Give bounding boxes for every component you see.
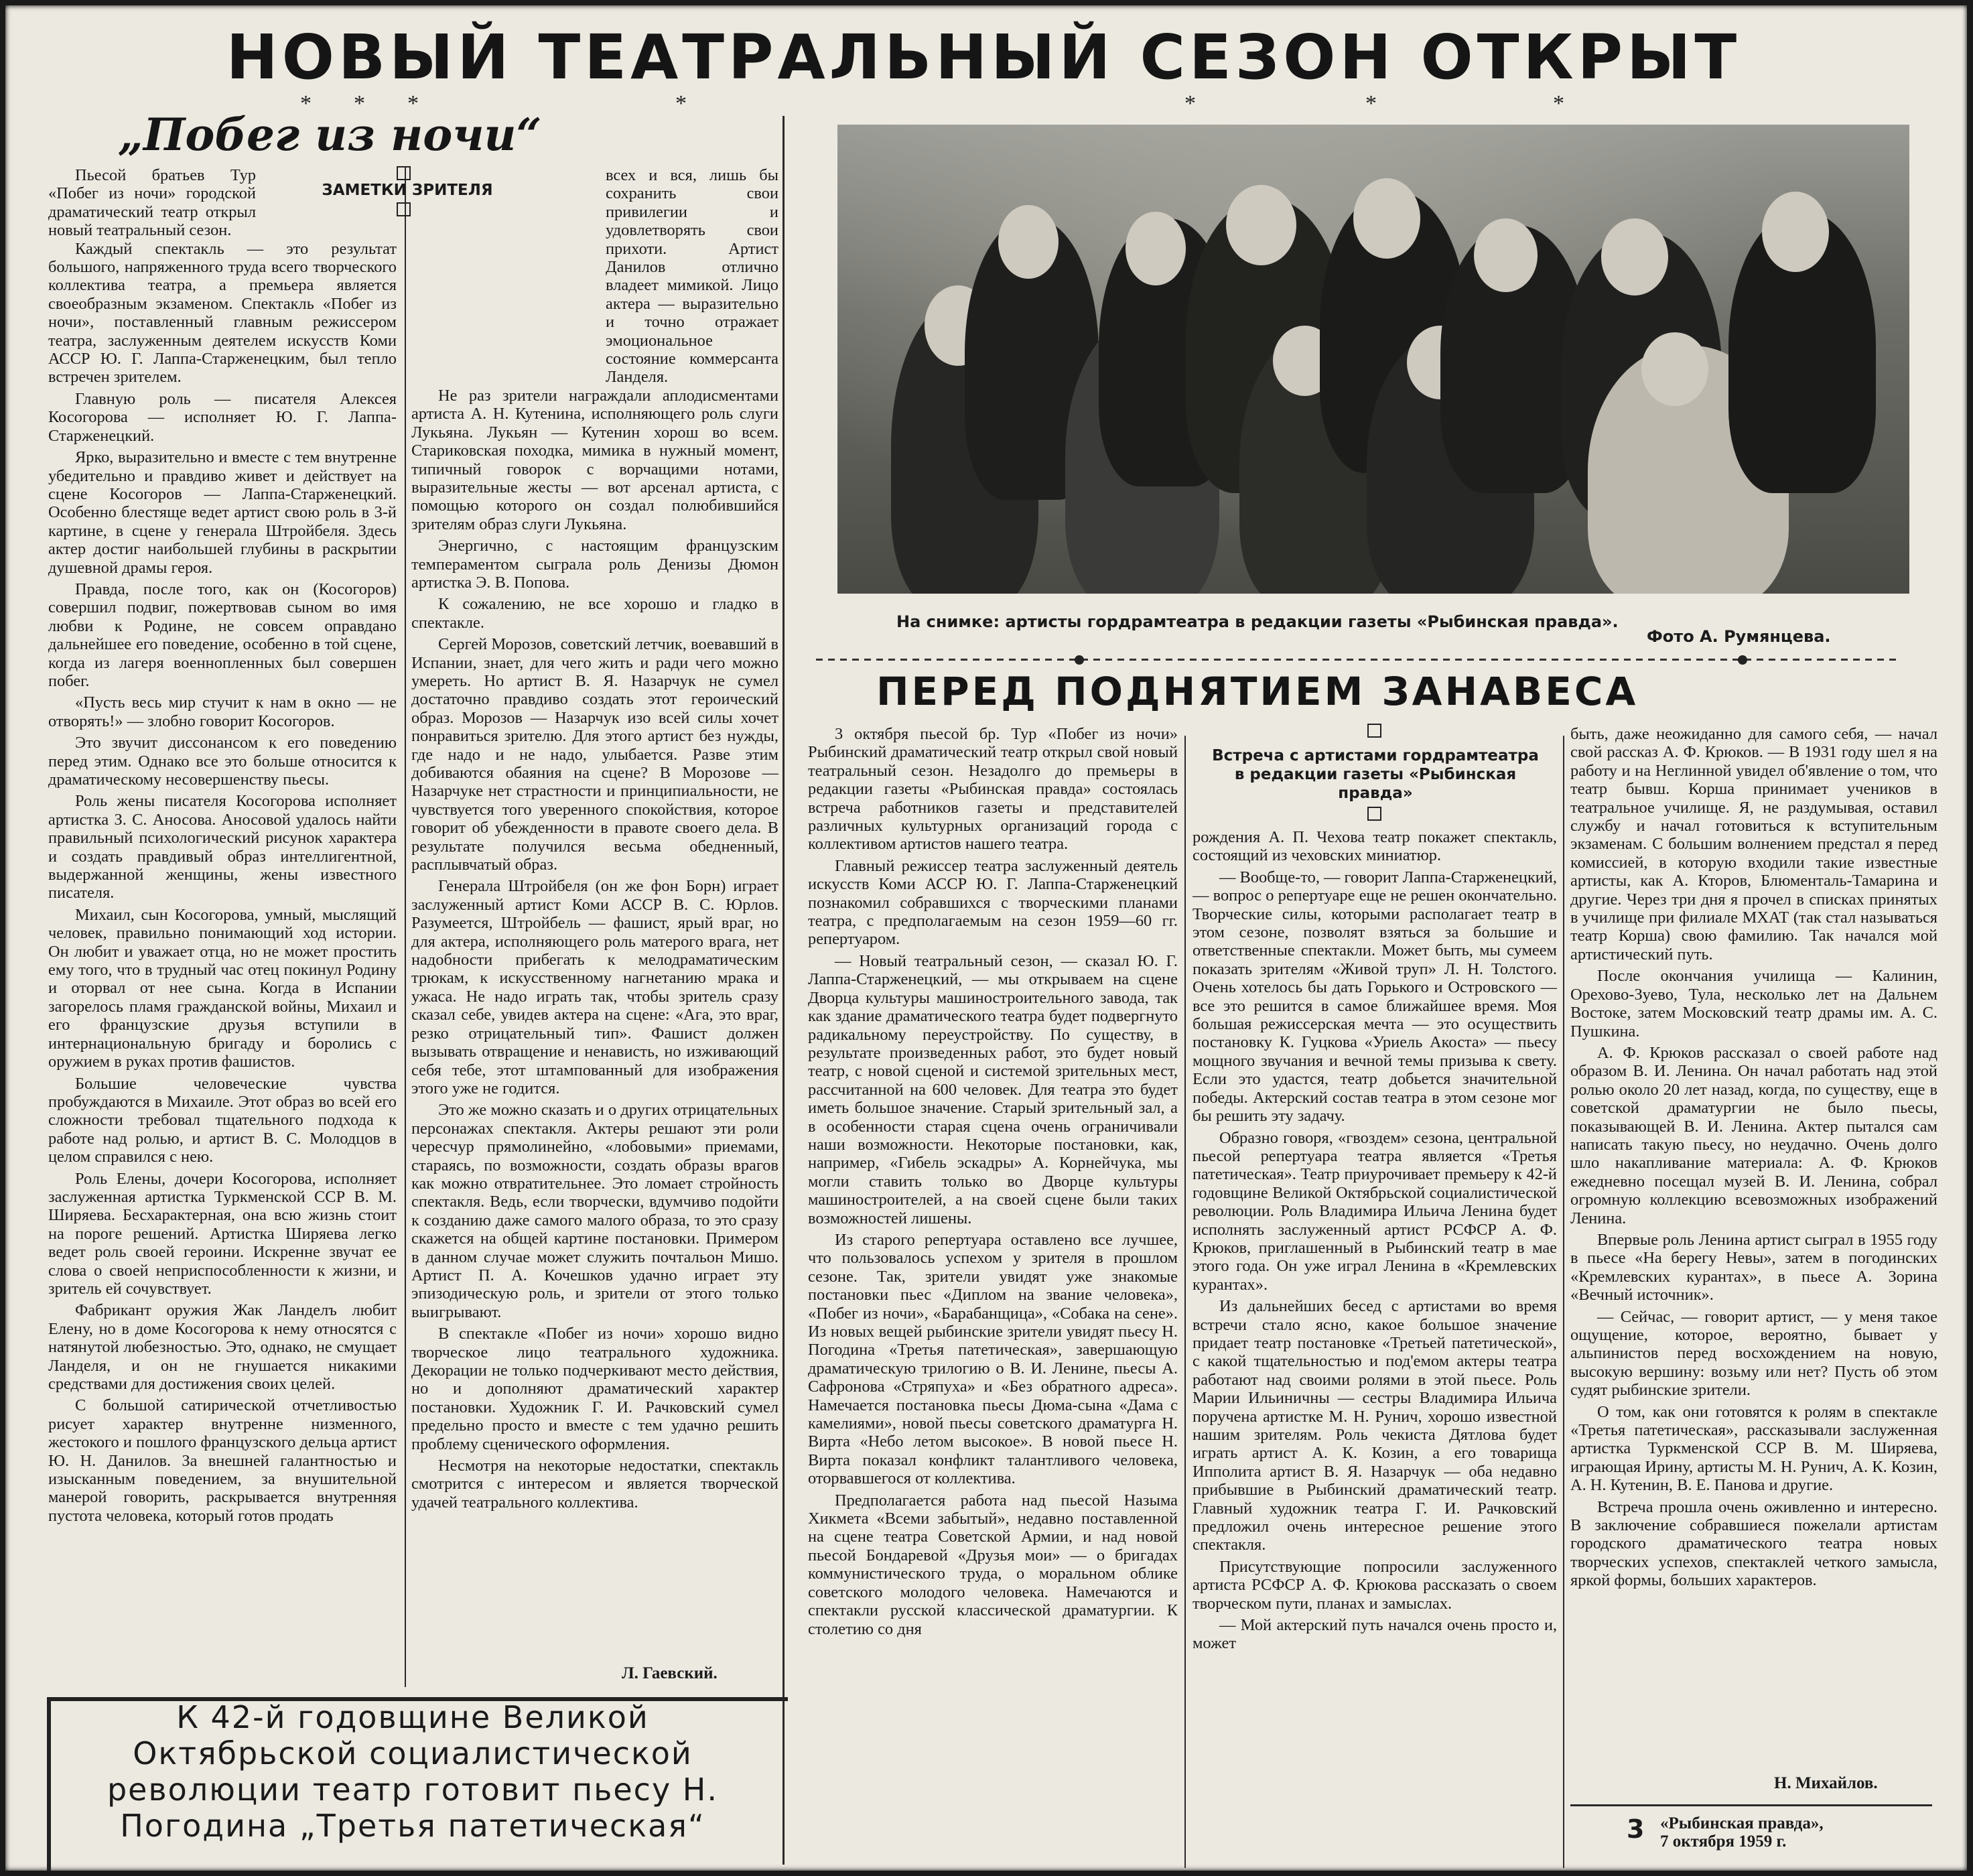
paragraph: Образно говоря, «гвоздем» сезона, центральной пьесой репертуара театра является «Третья патетическая». Театр приурочивает премьеру к 42-й годовщине Великой Октябрьской социалистической революции. Роль Владимира Ильича Ленина будет исполнять заслуженный артист РСФСР А. Ф. Крюков, приглашенный в Рыбинский театр в мае этого года. Он уже играл Ленина в «Кремлевских курантах». — [1193, 1128, 1557, 1294]
photo-face — [1126, 212, 1186, 285]
article1-title: „Побег из ночи“ — [118, 109, 542, 161]
photo-caption: На снимке: артисты гордрамтеатра в редакции газеты «Рыбинская правда». — [896, 612, 1619, 631]
article1-col1-lead — [48, 166, 256, 240]
photo-face — [1353, 178, 1420, 259]
paragraph: Михаил, сын Косогорова, умный, мыслящий человек, правильно понимающий ход истории. Он любит и уважает отца, но не может простить ему того, что в трудный час отец покинул Родину и оторвал от нее сына. Когда в Испании загорелось пламя гражданской войны, Михаил и его французские друзья вступили в интернациональную бригаду и боролись с оружием в руках против фашистов. — [48, 905, 397, 1071]
footer-rule — [1570, 1804, 1932, 1806]
announcement-text: К 42-й годовщине Великой Октябрьской социалистической революции театр готовит пьесу Н. Погодина „Третья патетическая“ — [107, 1699, 718, 1844]
article2-column-2 — [1193, 828, 1557, 1868]
paragraph: 3 октября пьесой бр. Тур «Побег из ночи» Рыбинский драматический театр открыл свой новый театральный сезон. Незадолго до премьеры в редакции газеты «Рыбинская правда» состоялась встреча работников газеты и представителей различных культурных организаций города с коллективом артистов нашего театра. — [808, 725, 1178, 854]
paragraph: Главную роль — писателя Алексея Косогорова — исполняет Ю. Г. Лаппа-Старженецкий. — [48, 389, 397, 445]
paragraph: Впервые роль Ленина артист сыграл в 1955 году в пьесе «На берегу Невы», затем в погодинских «Кремлевских курантах», в пьесе А. Зорина «Вечный источник». — [1570, 1230, 1937, 1304]
ornament-dot-icon — [1738, 655, 1747, 665]
page-number: 3 — [1627, 1814, 1645, 1844]
paragraph: О том, как они готовятся к ролям в спектакле «Третья патетическая», рассказывали заслуженная артистка Туркменской ССР В. М. Ширяева, играющая Ирину, артисты М. Н. Рунич, А. К. Козин, А. Н. Кутенин, В. Е. Панова и другие. — [1570, 1402, 1937, 1495]
article2-column-1 — [808, 725, 1178, 1868]
article1-rubric: ЗАМЕТКИ ЗРИТЕЛЯ — [322, 182, 493, 199]
paragraph: Это же можно сказать и о других отрицательных персонажах спектакля. Актеры решают эти роли чересчур прямолинейно, «лобовыми» приемами, стараясь, по возможности, создать образы врагов как можно отвратительнее. Это ломает стройность спектакля. Ведь, если творчески, вдумчиво подойти к созданию даже самого малого образа, то это сразу скажется на общей картине постановки. Примером в данном случае может служить почтальон Мишо. Артист П. А. Кочешков удачно играет эту эпизодическую роль, и зрители от этого только выигрывают. — [411, 1101, 778, 1321]
paragraph: После окончания училища — Калинин, Орехово-Зуево, Тула, несколько лет на Дальнем Востоке, затем Московский театр драмы им. А. С. Пушкина. — [1570, 967, 1937, 1041]
paragraph: Роль Елены, дочери Косогорова, исполняет заслуженная артистка Туркменской ССР В. М. Ширяева. Бесхарактерная, она всю жизнь стоит на пороге решений. Артистка Ширяева легко ведет роль своей героини. Искренне звучат ее слова о своей неприспособленности к жизни, и зритель ей сочувствует. — [48, 1169, 397, 1298]
star-icon: * — [675, 91, 687, 116]
paragraph: «Пусть весь мир стучит к нам в окно — не отворять!» — злобно говорит Косогоров. — [48, 693, 397, 730]
column-rule — [1184, 736, 1186, 1868]
star-icon: * — [354, 91, 365, 116]
paragraph: — Мой актерский путь начался очень просто и, может — [1193, 1616, 1557, 1653]
paragraph: Несмотря на некоторые недостатки, спектакль смотрится с интересом и является творческой удачей театрального коллектива. — [411, 1457, 778, 1512]
paragraph: Пьесой братьев Тур «Побег из ночи» городской драматический театр открыл новый театральный сезон. — [48, 166, 256, 240]
star-icon: * — [300, 91, 312, 116]
paragraph: Сергей Морозов, советский летчик, воевавший в Испании, знает, для чего жить и ради чего можно умереть. Но артист В. Я. Назарчук не сумел достаточно правдиво создать этот героический образ. Морозов — Назарчук изо всей силы хочет понравиться зрителю. Для этого артист без нужды, где надо и не надо, улыбается. Разве этим добиваются обаяния на сцене? В Морозове — Назарчуке нет страстности и принципиальности, не чувствуется того уверенного спокойствия, которое говорит об убежденности в правоте своего дела. В результате получился весьма обедненный, расплывчатый образ. — [411, 635, 778, 874]
photo-face — [1226, 185, 1296, 265]
issue-date: 7 октября 1959 г. — [1660, 1832, 1787, 1851]
paragraph: Энергично, с настоящим французским темпераментом сыграла роль Денизы Дюмон артистка Э. В. Попова. — [411, 537, 778, 592]
article2-signature: Н. Михайлов. — [1774, 1774, 1878, 1792]
paragraph: рождения А. П. Чехова театр покажет спектакль, состоящий из чеховских миниатюр. — [1193, 828, 1557, 865]
photo-face — [1474, 218, 1538, 292]
ornament-square-icon — [1367, 724, 1381, 738]
star-icon: * — [407, 91, 419, 116]
star-icon: * — [1365, 91, 1377, 116]
star-icon: * — [1553, 91, 1564, 116]
article2-column-3 — [1570, 725, 1937, 1767]
photo-face — [1641, 332, 1708, 406]
article1-column-1 — [48, 166, 397, 1687]
paragraph: быть, даже неожиданно для самого себя, — начал свой рассказ А. Ф. Крюков. — В 1931 году шел я на работу и на Неглинной увидел об'явление о том, что театр бывш. Корша принимает учеников в театральное училище. Я, не раздумывая, оставил службу и начал готовиться к вступительным экзаменам. С большим волнением предстал я перед комиссией, в которую входили такие известные артисты, как А. Кторов, Блюменталь-Тамарина и другие. Через три дня я прочел в списках принятых в училище при филиале МХАТ (так стал называться театр Корша) свою фамилию. Так начался мой артистический путь. — [1570, 725, 1937, 963]
article1-signature: Л. Гаевский. — [622, 1664, 718, 1682]
photo-credit: Фото А. Румянцева. — [1647, 627, 1831, 646]
paragraph: Фабрикант оружия Жак Ланделъ любит Елену, но в доме Косогорова к нему относятся с натянутой любезностью. Это, однако, не смущает Ланделя, и он не гнушается никакими средствами для достижения своих целей. — [48, 1301, 397, 1393]
group-photo — [837, 125, 1909, 594]
paragraph: — Новый театральный сезон, — сказал Ю. Г. Лаппа-Старженецкий, — мы открываем на сцене Дворца культуры машиностроительного завода, так как здание драматического театра будет подвергнуто радикальному переустройству. По существу, в результате произведенных работ, это будет новый театр, с новой сценой и системой зрительных мест, рассчитанной на 600 человек. Для театра это будет иметь большое значение. Старый зрительный зал, а в особенности старая сцена очень ограничивали наши возможности. Некоторые постановки, как, например, «Гибель эскадры» А. Корнейчука, мы могли ставить только во Дворце культуры машиностроителей, а на своей сцене были таких возможностей лишены. — [808, 951, 1178, 1227]
paragraph: Правда, после того, как он (Косогоров) совершил подвиг, пожертвовав сыном во имя любви к Родине, не совсем оправдано дальнейшее его поведение, особенно в той сцене, когда из лагеря военнопленных был совершен побег. — [48, 580, 397, 690]
star-icon: * — [1184, 91, 1196, 116]
article2-rubric: Встреча с артистами гордрамтеатра в редакции газеты «Рыбинская правда» — [1212, 747, 1539, 802]
ornament-square-icon — [397, 202, 411, 216]
paragraph: С большой сатирической отчетливостью рисует характер внутренне низменного, жестокого и пошлого французского дельца артист Ю. Н. Данилов. За внешней галантностью и изысканным поведением, за внушительной манерой говорить, раскрывается внутренняя пустота человека, который готов продать — [48, 1396, 397, 1525]
paragraph: — Вообще-то, — говорит Лаппа-Старженецкий, — вопрос о репертуаре еще не решен окончательно. Творческие силы, которыми располагает театр в этом сезоне, позволят взяться за большие и ответственные спектакли. Может быть, мы сумеем показать зрителям «Живой труп» Л. Н. Толстого. Очень хотелось бы дать Горького и Островского — все это решится в самое ближайшее время. Моя большая режиссерская мечта — это осуществить постановку К. Гуцкова «Уриель Акоста» — пьесу мощного звучания и вечной темы призыва к свету. Если это удастся, театр добьется значительной победы. Актерский состав театра в этом сезоне мог бы решить эту задачу. — [1193, 868, 1557, 1126]
ornament-square-icon — [1367, 807, 1381, 821]
paragraph: Генерала Штройбеля (он же фон Борн) играет заслуженный артист Коми АССР В. С. Юрлов. Разумеется, Штройбель — фашист, ярый враг, но для актера, исполняющего роль матерого врага, нет надобности прибегать к мелодраматическим трюкам, к искусственному нагнетанию мрака и ужаса. Не надо играть так, чтобы зритель сразу сказал себе, увидев актера на сцене: «Ага, это враг, резко отрицательный тип». Фашист должен вызывать отвращение и ненависть, но изживающий себя тебе, этот штампованный для изображения этого уже не годится. — [411, 877, 778, 1097]
publication-info — [1660, 1814, 1824, 1851]
paragraph: Ярко, выразительно и вместе с тем внутренне убедительно и правдиво живет и действует на сцене Косогоров — Лаппа-Старженецкий. Особенно блестяще ведет артист свою роль в 3-й картине, в сцене у генерала Штройбеля. Здесь актер достиг наибольшей глубины в раскрытии душевной драмы героя. — [48, 448, 397, 577]
column-rule — [405, 166, 406, 1687]
paragraph: Предполагается работа над пьесой Назыма Хикмета «Всеми забытый», недавно поставленной на сцене театра Советской Армии, и над новой пьесой Бондаревой «Друзья мои» — о бригадах коммунистического труда, о моральном облике советского молодого человека. Намечаются и спектакли русской классической драматургии. К столетию со дня — [808, 1491, 1178, 1638]
article1-column-2 — [411, 166, 778, 1674]
ornament-dot-icon — [1075, 655, 1084, 665]
paragraph: А. Ф. Крюков рассказал о своей работе над образом В. И. Ленина. Он начал работать над этой ролью около 20 лет назад, когда, по существу, еще в советской драматургии не было пьесы, показывающей В. И. Ленина. Актер пытался сам написать такую пьесу, но неудачно. Очень долго шло накапливание материала: А. Ф. Крюков ежедневно посещал музей В. И. Ленина, собрал огромную коллекцию всевозможных изображений Ленина. — [1570, 1043, 1937, 1227]
paragraph: Присутствующие попросили заслуженного артиста РСФСР А. Ф. Крюкова рассказать о своем творческом пути, планах и замыслах. — [1193, 1557, 1557, 1613]
paragraph: В спектакле «Побег из ночи» хорошо видно творческое лицо театрального художника. Декорации не только подчеркивают место действия, но и дополняют драматический характер постановки. Художник Г. И. Рачковский сумел предельно просто и вместе с тем удачно решить проблему сценического оформления. — [411, 1325, 778, 1453]
photo-face — [998, 205, 1059, 279]
paragraph: Главный режиссер театра заслуженный деятель искусств Коми АССР Ю. Г. Лаппа-Старженецкий познакомил собравшихся с творческими планами театра, с предполагаемым на сезон 1959—60 гг. репертуаром. — [808, 856, 1178, 949]
paragraph: Встреча прошла очень оживленно и интересно. В заключение собравшиеся пожелали артистам городского драматического театра новых творческих успехов, спектаклей четкого замысла, яркой формы, больших характеров. — [1570, 1497, 1937, 1590]
ornament-square-icon — [397, 166, 411, 180]
column-rule — [1563, 736, 1564, 1868]
article2-title: ПЕРЕД ПОДНЯТИЕМ ЗАНАВЕСА — [876, 669, 1639, 714]
paragraph: — Сейчас, — говорит артист, — у меня такое ощущение, которое, вероятно, бывает у альпинистов перед восхождением на новую, высокую вершину: возьму или нет? Пусть об этом судят рыбинские зрители. — [1570, 1307, 1937, 1400]
paragraph: Большие человеческие чувства пробуждаются в Михаиле. Этот образ во всей его сложности требовал тщательного подхода к работе над ролью, и артист В. С. Молодцов в целом справился с нею. — [48, 1074, 397, 1166]
paragraph: Из дальнейших бесед с артистами во время встречи стало ясно, какое большое значение придает театр постановке «Третьей патетической», с какой тщательностью и под'емом актеры театра работают над своими ролями в этой пьесе. Роль Марии Ильиничны — сестры Владимира Ильича поручена артистке М. Н. Рунич, хорошо известной нашим зрителям. Роль чекиста Дятлова будет играть артист А. К. Козин, а его товарища Ипполита артист В. Я. Назарчук — оба недавно прибывшие в Рыбинский драматический театр. Главный художник театра Г. И. Рачковский предложил очень интересное решение этого спектакля. — [1193, 1297, 1557, 1554]
column-rule — [783, 116, 785, 1865]
article1-col2-lead — [606, 166, 778, 387]
photo-face — [1601, 218, 1668, 295]
paragraph: всех и вся, лишь бы сохранить свои привилегии и удовлетворять свои прихоти. Артист Данилов отлично владеет мимикой. Лицо актера — выразительно и точно отражает эмоциональное состояние коммерсанта Ланделя. — [606, 166, 778, 387]
photo-face — [1762, 192, 1829, 272]
paragraph: Роль жены писателя Косогорова исполняет артистка З. С. Аносова. Аносовой удалось найти правильный психологический рисунок характера и создать правдивый образ интеллигентной, выдержанной женщины, жены известного писателя. — [48, 792, 397, 902]
newspaper-page — [5, 5, 1967, 1871]
paragraph: К сожалению, не все хорошо и гладко в спектакле. — [411, 595, 778, 632]
main-headline: НОВЫЙ ТЕАТРАЛЬНЫЙ СЕЗОН ОТКРЫТ — [226, 21, 1741, 93]
paragraph: Из старого репертуара оставлено все лучшее, что пользовалось успехом у зрителя в прошлом сезоне. Так, зрители увидят уже знакомые постановки пьес «Диплом на звание человека», «Побег из ночи», «Барабанщица», «Собака на сене». Из новых вещей рыбинские зрители увидят пьесу Н. Погодина «Третья патетическая», завершающую драматическую трилогию о В. И. Ленине, пьесы А. Сафронова «Стряпуха» и «Без обратного адреса». Намечается постановка пьесы Дюма-сына «Дама с камелиями», новой пьесы советского драматурга Н. Вирта «Небо летом высокое». В новой пьесе Н. Вирта показал конфликт талантливого человека, оторвавшегося от коллектива. — [808, 1230, 1178, 1488]
paragraph: Это звучит диссонансом к его поведению перед этим. Однако все это больше относится к драматическому несовершенству пьесы. — [48, 734, 397, 789]
paragraph: Каждый спектакль — это результат большого, напряженного труда всего творческого коллектива театра, а премьера является своеобразным экзаменом. Спектакль «Побег из ночи», поставленный главным режиссером театра, заслуженным деятелем искусств Коми АССР Ю. Г. Лаппа-Старженецким, был тепло встречен зрителем. — [48, 239, 397, 387]
paragraph: Не раз зрители награждали аплодисментами артиста А. Н. Кутенина, исполняющего роль слуги Лукьяна. Лукьян — Кутенин хорош во всем. Стариковская походка, мимика в нужный момент, типичный говорок с ворчащими нотами, выразительные жесты — вот арсенал артиста, с помощью которого он создал полюбившийся зрителям образ слуги Лукьяна. — [411, 386, 778, 533]
newspaper-name: «Рыбинская правда», — [1660, 1814, 1824, 1832]
